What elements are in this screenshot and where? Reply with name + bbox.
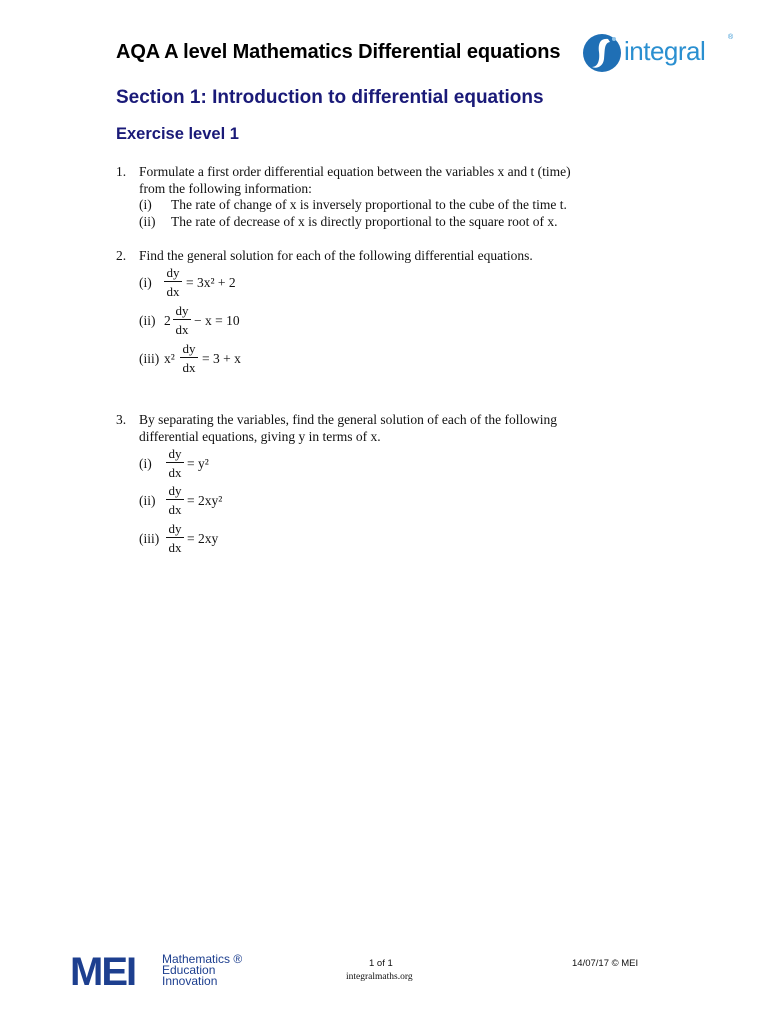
mei-logo [70,950,270,994]
integral-logo [582,30,742,76]
q2-part-ii-prefix: 2 [164,313,171,328]
integral-logo-trademark: ® [728,34,734,41]
q3-part-i-rhs: = y² [187,456,209,471]
q1-number: 1. [116,164,127,179]
fraction-numerator: dy [168,521,182,536]
q3-part-i-fraction [165,447,185,479]
fraction-numerator: dy [168,483,182,498]
q1-part-i-label: (i) [139,197,152,212]
q2-part-iii-rhs: = 3 + x [202,351,241,366]
q1-part-i-text: The rate of change of x is inversely proportional to the cube of the time t. [171,197,567,212]
q2-part-ii-label: (ii) [139,313,156,328]
q3-part-iii-fraction [165,522,185,554]
mei-logo-line-education: Education [162,963,216,977]
q3-part-ii-label: (ii) [139,493,156,508]
fraction-denominator: dx [182,360,196,375]
fraction-denominator: dx [168,465,182,480]
q3-part-ii-rhs: = 2xy² [187,493,223,508]
q1-part-ii-label: (ii) [139,214,156,229]
section-title: Section 1: Introduction to differential equations [116,87,544,108]
q3-part-ii-fraction [165,484,185,516]
q2-part-ii-rhs: − x = 10 [194,313,240,328]
q2-line1: Find the general solution for each of the following differential equations. [139,248,533,263]
exercise-title: Exercise level 1 [116,125,239,143]
footer-date-copyright: 14/07/17 © MEI [572,958,639,969]
q3-part-i-label: (i) [139,456,152,471]
q2-part-i-label: (i) [139,275,152,290]
q2-part-ii-fraction [172,304,192,336]
q2-part-iii-prefix: x² [164,351,175,366]
fraction-denominator: dx [168,502,182,517]
integral-logo-text: integral [624,36,706,66]
fraction-numerator: dy [166,265,180,280]
q3-part-iii-label: (iii) [139,531,160,546]
fraction-denominator: dx [166,284,180,299]
q2-part-iii-label: (iii) [139,351,160,366]
integral-swirl-icon [582,30,622,76]
fraction-numerator: dy [168,446,182,461]
q2-part-iii-fraction [179,342,199,374]
q2-part-i-rhs: = 3x² + 2 [186,275,236,290]
q3-number: 3. [116,412,127,427]
footer-page-number: 1 of 1 [369,958,393,969]
document-header-title: AQA A level Mathematics Differential equations [116,41,561,63]
q1-part-ii-text: The rate of decrease of x is directly proportional to the square root of x. [171,214,558,229]
q1-line1: Formulate a first order differential equation between the variables x and t (time) [139,164,571,179]
mei-logo-line-innovation: Innovation [162,974,218,988]
mei-logo-letters: MEI [70,950,136,994]
q1-line2: from the following information: [139,181,312,196]
footer-url[interactable]: integralmaths.org [346,972,413,982]
mei-logo-line-mathematics: Mathematics ® [162,952,243,966]
q2-part-i-fraction [163,266,183,298]
fraction-numerator: dy [182,341,196,356]
q3-line1: By separating the variables, find the general solution of each of the following [139,412,557,427]
q3-line2: differential equations, giving y in terms of x. [139,429,381,444]
fraction-denominator: dx [168,540,182,555]
q2-number: 2. [116,248,127,263]
q3-part-iii-rhs: = 2xy [187,531,219,546]
fraction-denominator: dx [175,322,189,337]
fraction-numerator: dy [175,303,189,318]
